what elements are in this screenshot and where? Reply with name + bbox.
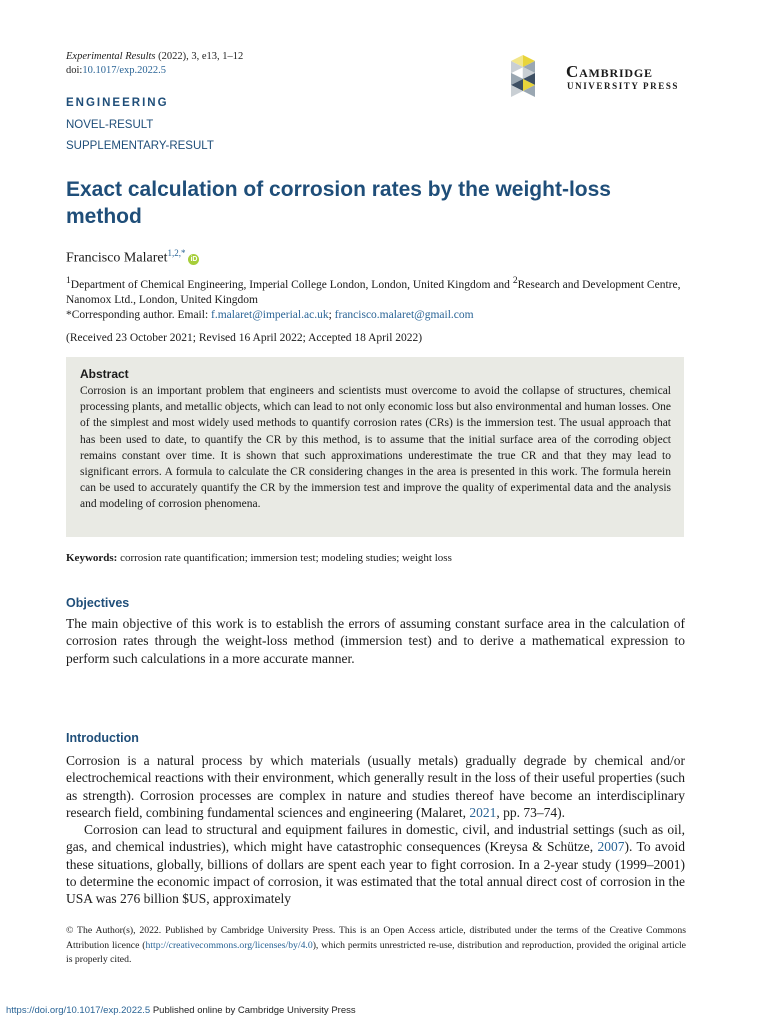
category-supplementary-result: SUPPLEMENTARY-RESULT	[66, 140, 214, 152]
introduction-heading: Introduction	[66, 731, 139, 745]
license-notice	[66, 924, 686, 968]
keywords-label: Keywords:	[66, 552, 118, 564]
publisher-subname: UNIVERSITY PRESS	[567, 81, 680, 91]
orcid-icon[interactable]: iD	[190, 255, 198, 263]
journal-name: Experimental Results	[66, 51, 156, 62]
introduction-paragraph-1	[66, 752, 685, 821]
objectives-body: The main objective of this work is to establish the errors of assuming constant surface area in the calculation of corrosion rates through the weight-loss method (immersion test) and to derive a mathematical expression to perform such calculations in a more accurate manner.	[66, 616, 685, 666]
affil-sup-1: 1	[66, 275, 71, 286]
journal-citation	[66, 50, 243, 78]
intro-p2-text-end: ). To avoid these situations, globally, billions of dollars are spent each year to fight corrosion. In a 2-year study (1999–2001) to determine the economic impact of corrosion, it was estimated that the total annual direct cost of corrosion in the USA was 276 billion $US, approximately	[66, 839, 685, 907]
category-novel-result: NOVEL-RESULT	[66, 119, 154, 131]
affil-sup-2: 2	[512, 275, 518, 286]
page-footer	[6, 1005, 356, 1016]
article-title: Exact calculation of corrosion rates by the weight-loss method	[66, 178, 611, 228]
keywords	[66, 552, 452, 564]
introduction-paragraph-2	[66, 821, 685, 907]
intro-p2-text: Corrosion can lead to structural and equipment failures in domestic, civil, and industrial settings (such as oil, gas, and chemical industries), which might have catastrophic consequences (Kreysa & Schütze,	[66, 822, 685, 855]
journal-meta: (2022), 3, e13, 1–12	[155, 51, 244, 62]
email-separator: ;	[328, 308, 335, 321]
author-line	[66, 248, 199, 267]
received-dates: (Received 23 October 2021; Revised 16 April 2022; Accepted 18 April 2022)	[66, 332, 423, 344]
affil-2: Research and Development Centre, Nanomox Ltd., London, United Kingdom	[66, 278, 681, 306]
abstract-heading: Abstract	[80, 367, 129, 381]
footer-published: Published online by Cambridge University Press	[150, 1005, 356, 1016]
category-engineering: ENGINEERING	[66, 97, 169, 109]
keywords-text: corrosion rate quantification; immersion test; modeling studies; weight loss	[117, 552, 452, 564]
intro-p1-text-end: , pp. 73–74).	[496, 804, 565, 820]
doi-link[interactable]: 10.1017/exp.2022.5	[82, 65, 167, 76]
citation-link-2007[interactable]: 2007	[597, 839, 625, 855]
intro-p1-text: Corrosion is a natural process by which materials (usually metals) gradually degrade by chemical and/or electrochemical reactions with their environment, which generally result in the loss of their useful properties (such as strength). Corrosion processes are complex in nature and studies thereof have become an interdisciplinary research field, combining fundamental sciences and engineering (Malaret,	[66, 753, 685, 820]
citation-link-2021[interactable]: 2021	[469, 804, 497, 820]
license-text-end: ), which permits unrestricted re-use, distribution and reproduction, provided the original article is properly cited.	[66, 939, 686, 965]
affil-1: Department of Chemical Engineering, Imperial College London, London, United Kingdom and	[70, 278, 513, 291]
email-link-1[interactable]: f.malaret@imperial.ac.uk	[211, 308, 329, 321]
corresponding-label: *Corresponding author. Email:	[66, 308, 212, 321]
footer-doi-link[interactable]: https://doi.org/10.1017/exp.2022.5	[6, 1005, 151, 1016]
author-corresponding-mark: *	[180, 248, 186, 258]
publisher-name: Cambridge	[566, 62, 653, 81]
doi-prefix: doi:	[66, 65, 83, 76]
license-text: © The Author(s), 2022. Published by Cambridge University Press. This is an Open Access article, distributed under the terms of the Creative Commons Attribution licence (	[66, 925, 686, 951]
license-link[interactable]: http://creativecommons.org/licenses/by/4.0	[145, 939, 313, 951]
author-name: Francisco Malaret	[66, 250, 168, 266]
objectives-heading: Objectives	[66, 596, 130, 610]
abstract-body: Corrosion is an important problem that engineers and scientists must overcome to avoid the collapse of structures, chemical processing plants, and metallic objects, which can lead to not only economic loss but also environmental and human losses. One of the simplest and most widely used methods to quantify corrosion rates (CRs) is the immersion test. The usual approach that has been used to date, to quantify the CR by this method, is to assume that the initial surface area of the corroding object remains constant over time. It is shown that such approximations underestimate the true CR and that they may lead to significant errors. A formula to calculate the CR considering changes in the area is presented in this work. The formula herein can be used to accurately quantify the CR by the immersion test and improve the quality of experimental data and the analysis and modeling of corrosion phenomena.	[80, 385, 671, 511]
author-affiliation-sup: 1,2,	[167, 248, 181, 258]
affiliations	[66, 273, 686, 323]
cambridge-logo-icon	[505, 53, 565, 103]
email-link-2[interactable]: francisco.malaret@gmail.com	[334, 308, 474, 321]
